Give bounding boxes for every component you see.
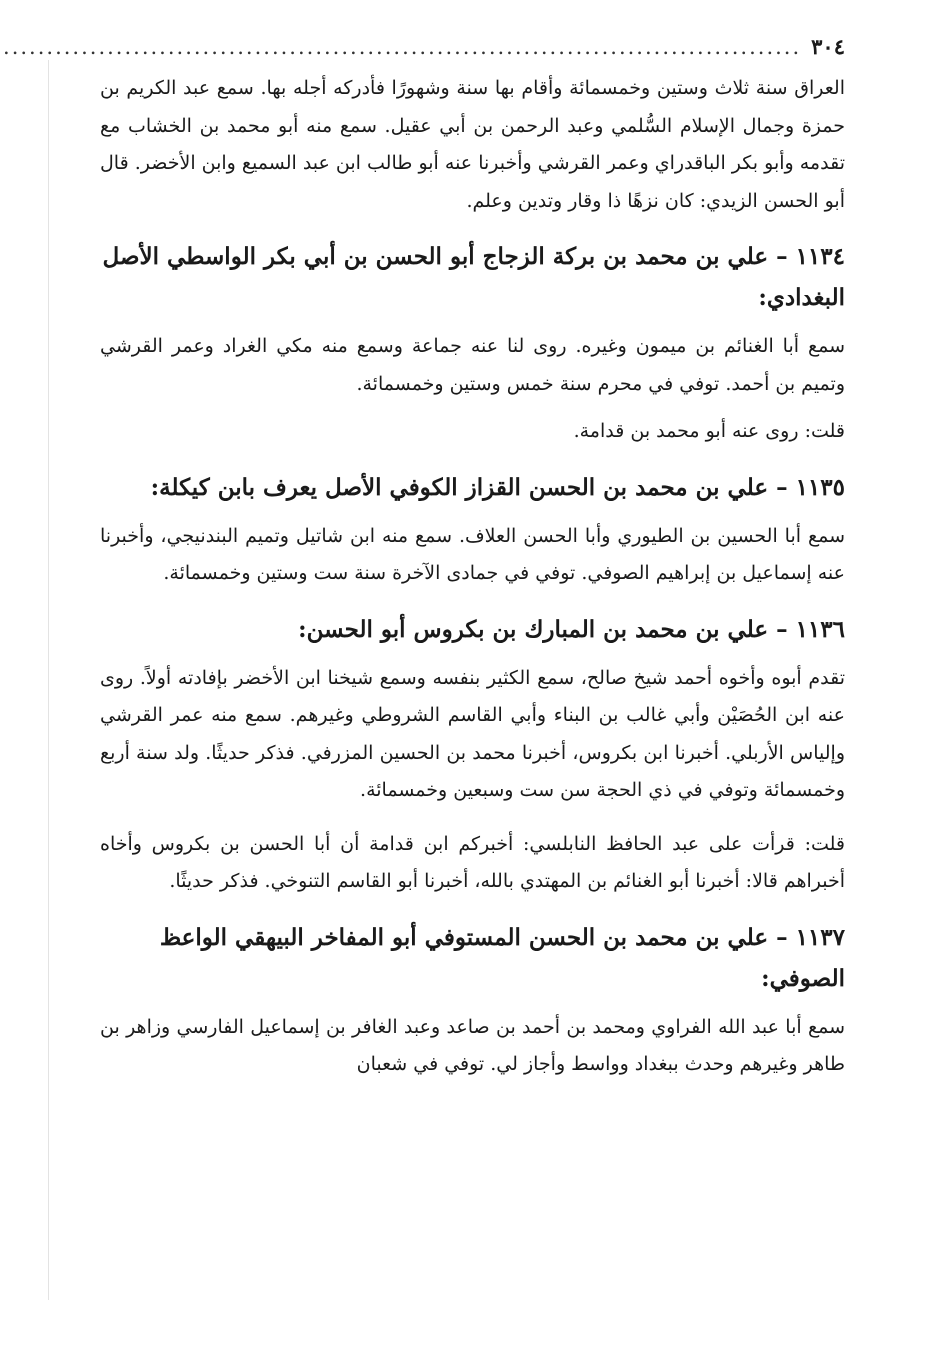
paragraph: سمع أبا الحسين بن الطيوري وأبا الحسن العلاف. سمع منه ابن شاتيل وتميم البندنيجي، وأخبرنا عنه إسماعيل بن إبراهيم الصوفي. توفي في جمادى الآخرة سنة ست وستين وخمسمائة. (100, 524, 845, 584)
entry-heading-1137: ١١٣٧ – علي بن محمد بن الحسن المستوفي أبو المفاخر البيهقي الواعظ الصوفي: (159, 923, 845, 992)
paragraph: العراق سنة ثلاث وستين وخمسمائة وأقام بها سنة وشهورًا فأدركه أجله بها. سمع عبد الكريم بن حمزة وجمال الإسلام السُّلمي وعبد الرحمن بن أبي عقيل. سمع منه أبو محمد بن الخشاب مع تقدمه وأبو بكر الباقدراي وعمر القرشي وأخبرنا عنه أبو طالب ابن عبد السميع وابن الأخضر. قال أبو الحسن الزيدي: كان نزهًا ذا وقار وتدين وعلم. (100, 77, 845, 212)
page-number: ٣٠٤ (811, 34, 845, 59)
entry-heading-1135: ١١٣٥ – علي بن محمد بن الحسن القزاز الكوفي الأصل يعرف بابن كيكلة: (150, 473, 845, 501)
running-header (3, 30, 845, 70)
paragraph: تقدم أبوه وأخوه أحمد شيخ صالح، سمع الكثير بنفسه وسمع شيخنا ابن الأخضر بإفادته أولاً. روى عنه ابن الحُصَيْن وأبي غالب بن البناء وأبي القاسم الشروطي وغيرهم. سمع منه عمر القرشي وإلياس الأربلي. أخبرنا ابن بكروس، أخبرنا محمد بن الحسين المزرفي. فذكر حديثًا. ولد سنة أربع وخمسمائة وتوفي في ذي الحجة سن ست وسبعين وخمسمائة. (100, 666, 845, 801)
entry-heading-1136: ١١٣٦ – علي بن محمد بن المبارك بن بكروس أبو الحسن: (298, 615, 845, 643)
page-margin-rule (48, 60, 49, 1300)
paragraph: سمع أبا الغنائم بن ميمون وغيره. روى لنا عنه جماعة وسمع منه مكي الغراد وعمر القرشي وتميم بن أحمد. توفي في محرم سنة خمس وستين وخمسمائة. (100, 335, 845, 395)
leader-dots: ............................................................................................ (3, 35, 802, 59)
editor-note: قلت: روى عنه أبو محمد بن قدامة. (573, 420, 845, 442)
editor-note: قلت: قرأت على عبد الحافظ النابلسي: أخبركم ابن قدامة أن أبا الحسن بن بكروس وأخاه أخبراهم قالا: أخبرنا أبو الغنائم بن المهتدي بالله، أخبرنا أبو القاسم التنوخي. فذكر حديثًا. (100, 832, 845, 892)
paragraph: سمع أبا عبد الله الفراوي ومحمد بن أحمد بن صاعد وعبد الغافر بن إسماعيل الفارسي وزاهر بن طاهر وغيرهم وحدث ببغداد وواسط وأجاز لي. توفي في شعبان (100, 1015, 845, 1075)
entry-heading-1134: ١١٣٤ – علي بن محمد بن بركة الزجاج أبو الحسن بن أبي بكر الواسطي الأصل البغدادي: (102, 243, 845, 311)
